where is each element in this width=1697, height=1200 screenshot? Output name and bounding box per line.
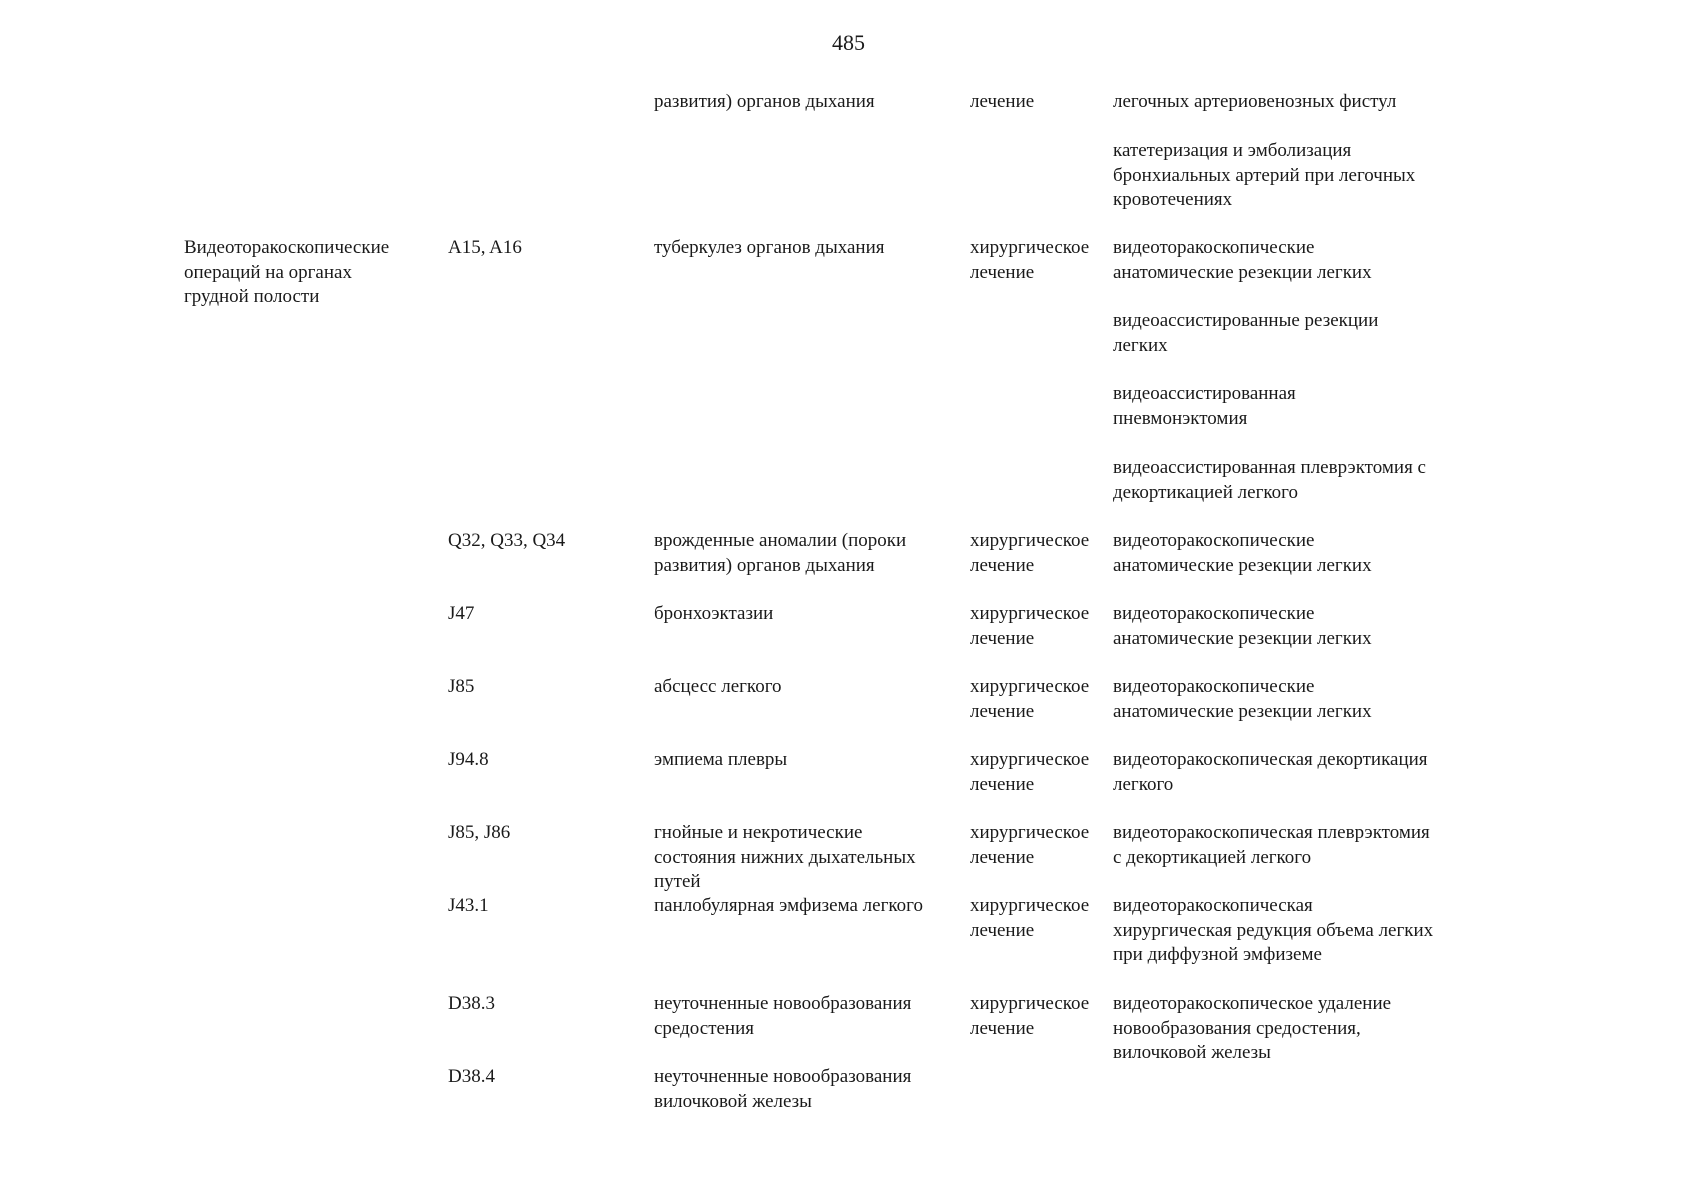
row-method: видеоторакоскопическая плеврэктомия с декортикацией легкого xyxy=(1113,822,1430,868)
row-treatment: хирургическое лечение xyxy=(970,993,1090,1039)
row-treatment: хирургическое лечение xyxy=(970,822,1090,868)
row-diagnosis: панлобулярная эмфизема легкого xyxy=(654,895,923,916)
row-codes: D38.3 xyxy=(448,993,495,1014)
row-treatment: хирургическое лечение xyxy=(970,237,1090,283)
row-diagnosis: неуточненные новообразования средостения xyxy=(654,993,912,1039)
row-method: видеоторакоскопические анатомические резекции легких xyxy=(1113,676,1372,722)
group-title: Видеоторакоскопические операций на органах грудной полости xyxy=(184,237,390,307)
page-number: 485 xyxy=(832,30,865,55)
row-method: видеоассистированная плеврэктомия с декортикацией легкого xyxy=(1113,457,1426,503)
row-treatment: хирургическое лечение xyxy=(970,749,1090,795)
row-codes: Q32, Q33, Q34 xyxy=(448,530,566,551)
row-method: видеоторакоскопические анатомические резекции легких xyxy=(1113,603,1372,649)
row-method: видеоассистированные резекции легких xyxy=(1113,310,1379,356)
continued-treatment: лечение xyxy=(970,91,1035,112)
row-diagnosis: неуточненные новообразования вилочковой железы xyxy=(654,1066,912,1112)
row-method: видеоторакоскопические анатомические резекции легких xyxy=(1113,237,1372,283)
row-codes: J47 xyxy=(448,603,475,624)
row-method: видеоторакоскопическая хирургическая редукция объема легких при диффузной эмфиземе xyxy=(1113,895,1434,965)
row-diagnosis: гнойные и некротические состояния нижних дыхательных путей xyxy=(654,822,916,892)
row-method: видеоассистированная пневмонэктомия xyxy=(1113,383,1296,429)
row-codes: D38.4 xyxy=(448,1066,495,1087)
row-diagnosis: туберкулез органов дыхания xyxy=(654,237,885,258)
continued-diagnosis: развития) органов дыхания xyxy=(654,91,875,112)
row-diagnosis: эмпиема плевры xyxy=(654,749,788,770)
row-method: видеоторакоскопическая декортикация легкого xyxy=(1113,749,1428,795)
row-treatment: хирургическое лечение xyxy=(970,676,1090,722)
row-codes: J85, J86 xyxy=(448,822,511,843)
row-codes: J94.8 xyxy=(448,749,489,770)
continued-method-2: катетеризация и эмболизация бронхиальных артерий при легочных кровотечениях xyxy=(1113,140,1416,210)
row-codes: J43.1 xyxy=(448,895,489,916)
row-method: видеоторакоскопические анатомические резекции легких xyxy=(1113,530,1372,576)
row-treatment: хирургическое лечение xyxy=(970,895,1090,941)
row-codes: A15, A16 xyxy=(448,237,522,258)
row-diagnosis: врожденные аномалии (пороки развития) органов дыхания xyxy=(654,530,907,576)
continued-method-1: легочных артериовенозных фистул xyxy=(1113,91,1397,112)
row-codes: J85 xyxy=(448,676,475,697)
row-treatment: хирургическое лечение xyxy=(970,603,1090,649)
row-diagnosis: бронхоэктазии xyxy=(654,603,774,624)
row-method: видеоторакоскопическое удаление новообразования средостения, вилочковой железы xyxy=(1113,993,1392,1063)
row-treatment: хирургическое лечение xyxy=(970,530,1090,576)
row-diagnosis: абсцесс легкого xyxy=(654,676,782,697)
